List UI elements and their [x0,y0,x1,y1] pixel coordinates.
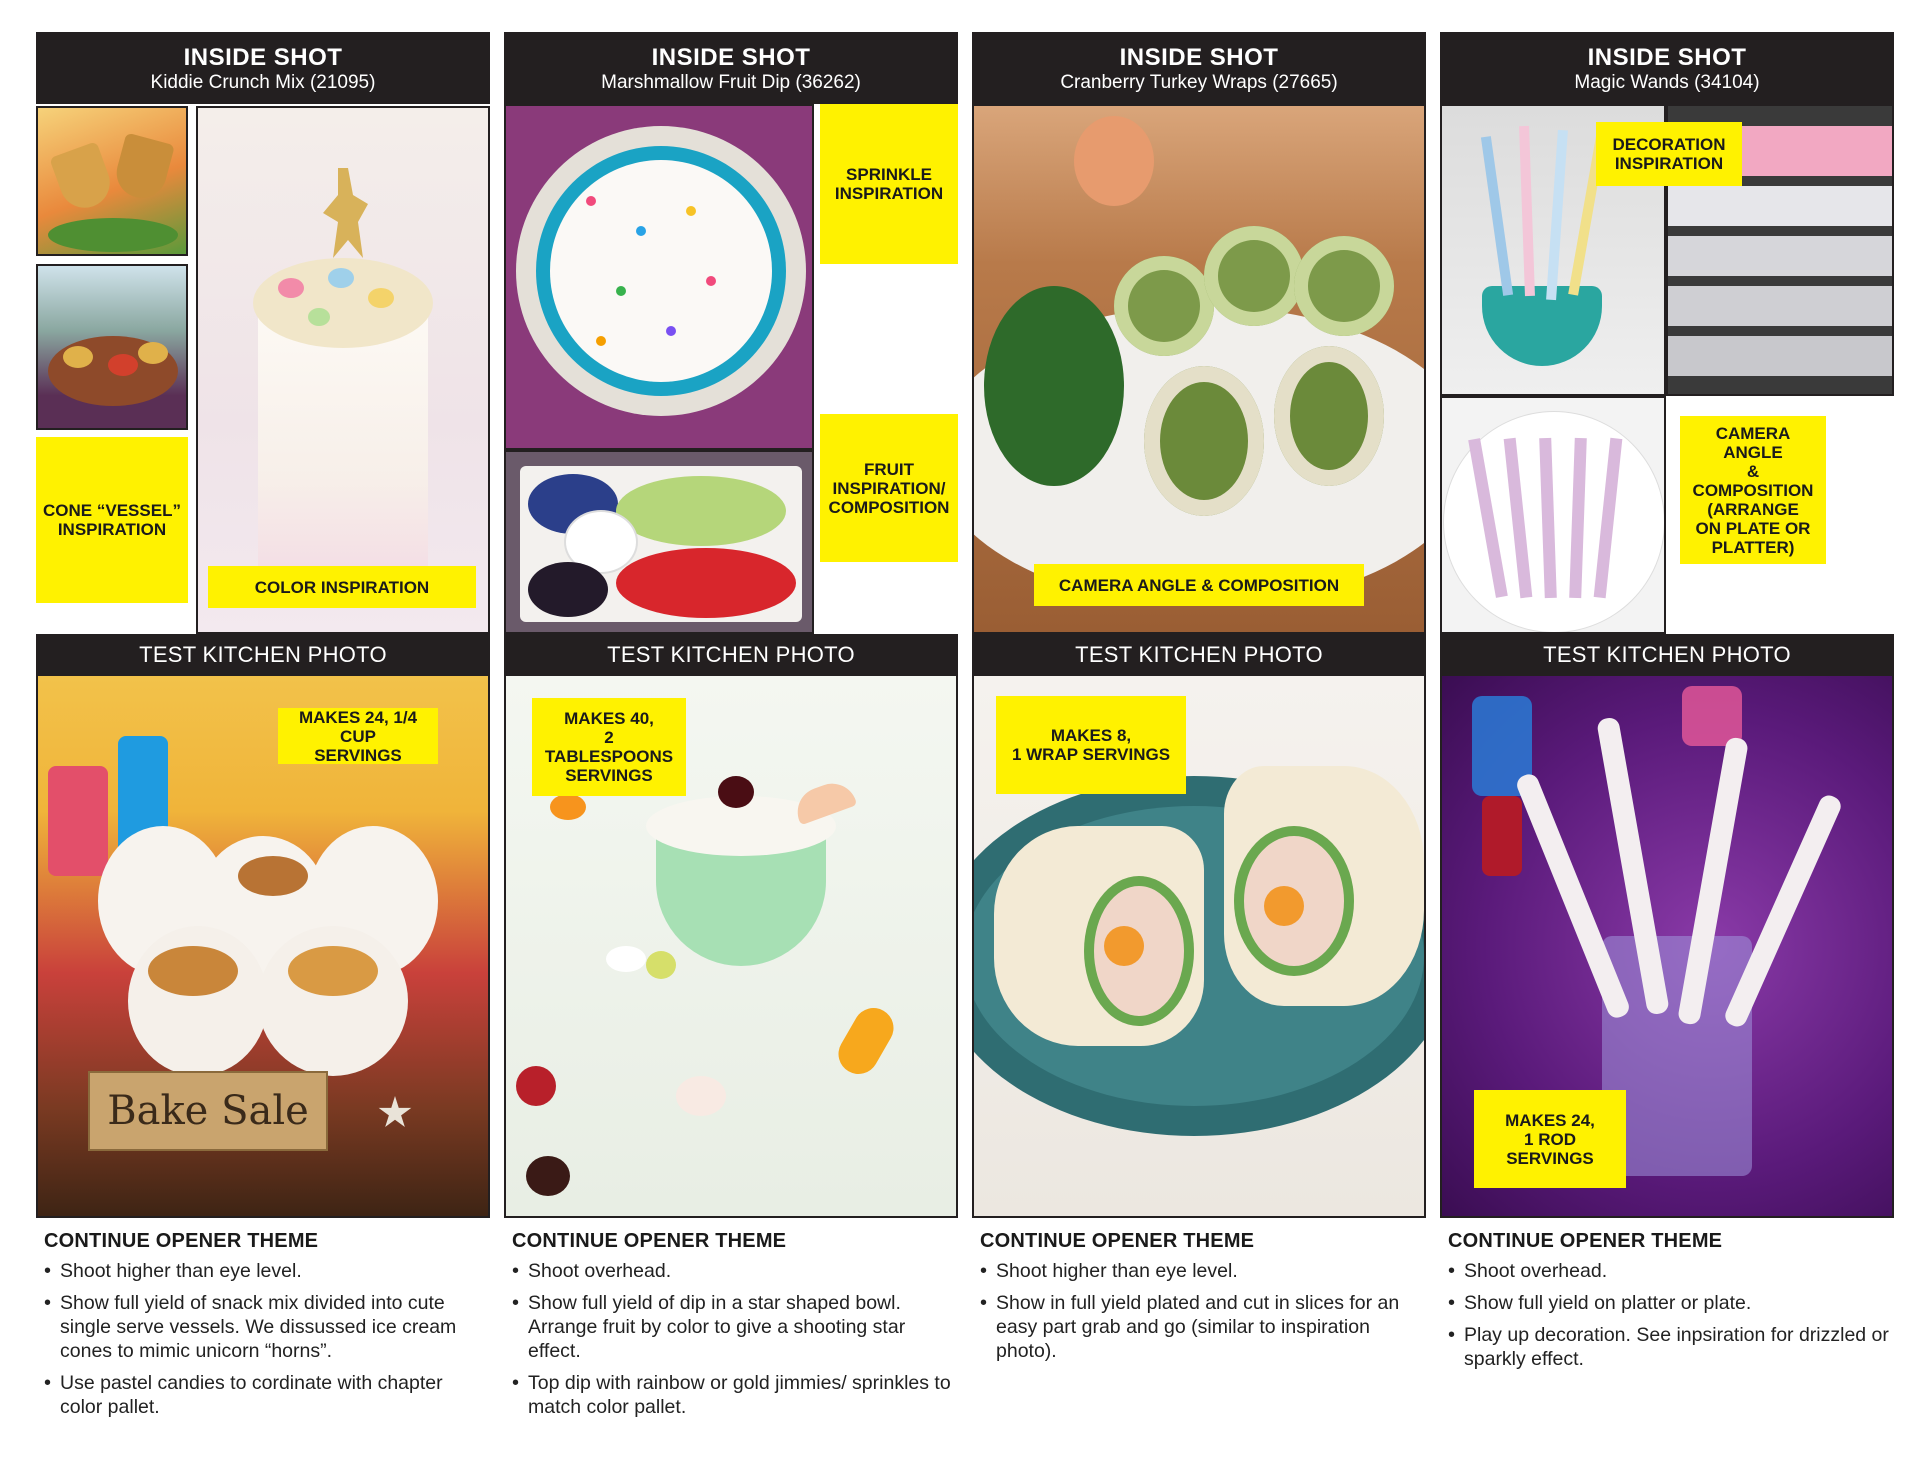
inspiration-photo-cones-small [36,106,188,256]
header-recipe-name: Kiddie Crunch Mix (21095) [150,72,376,93]
inside-shot-header [504,32,958,104]
shoot-notes [44,1230,488,1427]
test-kitchen-photo-snack-cones [36,676,490,1218]
header-title: INSIDE SHOT [183,44,343,71]
inspiration-photo-cones-platter [36,264,188,430]
inspiration-photo-unicorn-cup [196,106,490,634]
note-item: • Show full yield of dip in a star shaped bowl. Arrange fruit by color to give a shooting star effect. [512,1291,956,1363]
note-item: • Play up decoration. See inpsiration for drizzled or sparkly effect. [1448,1323,1892,1371]
note-item: • Show in full yield plated and cut in slices for an easy part grab and go (similar to inspiration photo). [980,1291,1424,1363]
inspiration-photo-pink-pretzel-plate [1440,396,1666,634]
inspiration-photo-fruit-platter [504,450,814,634]
bake-sale-sign [88,1071,328,1151]
shoot-notes [512,1230,956,1427]
bake-sale-sign-text: Bake Sale [107,1088,309,1134]
header-title: INSIDE SHOT [1119,44,1279,71]
label-yield: MAKES 40, 2 TABLESPOONS SERVINGS [532,698,686,796]
inspiration-photo-sprinkle-dip [504,104,814,450]
label-decoration-inspiration: DECORATION INSPIRATION [1596,122,1742,186]
label-sprinkle-inspiration: SPRINKLE INSPIRATION [820,104,958,264]
test-kitchen-photo-dip-bowl [504,676,958,1218]
test-kitchen-header: TEST KITCHEN PHOTO [36,634,490,676]
label-cone-vessel-inspiration: CONE “VESSEL” INSPIRATION [36,437,188,603]
test-kitchen-header: TEST KITCHEN PHOTO [1440,634,1894,676]
notes-title: CONTINUE OPENER THEME [980,1230,1255,1252]
notes-title: CONTINUE OPENER THEME [44,1230,319,1252]
header-recipe-name: Cranberry Turkey Wraps (27665) [1060,72,1338,93]
star-icon [378,1096,412,1130]
label-color-inspiration: COLOR INSPIRATION [208,566,476,608]
test-kitchen-header: TEST KITCHEN PHOTO [504,634,958,676]
shoot-notes [1448,1230,1892,1379]
header-title: INSIDE SHOT [651,44,811,71]
header-recipe-name: Magic Wands (34104) [1574,72,1760,93]
note-item: • Shoot higher than eye level. [980,1259,1424,1283]
test-kitchen-photo-turkey-wraps [972,676,1426,1218]
note-item: • Show full yield of snack mix divided into cute single serve vessels. We dissussed ice cream cones to mimic unicorn “horns”. [44,1291,488,1363]
notes-title: CONTINUE OPENER THEME [1448,1230,1723,1252]
label-camera-angle-composition: CAMERA ANGLE & COMPOSITION [1034,564,1364,606]
header-title: INSIDE SHOT [1587,44,1747,71]
note-item: • Top dip with rainbow or gold jimmies/ sprinkles to match color pallet. [512,1371,956,1419]
label-yield: MAKES 24, 1 ROD SERVINGS [1474,1090,1626,1188]
note-item: • Shoot overhead. [1448,1259,1892,1283]
label-yield: MAKES 24, 1/4 CUP SERVINGS [278,708,438,764]
inside-shot-header [972,32,1426,104]
note-item: • Use pastel candies to cordinate with chapter color pallet. [44,1371,488,1419]
label-yield: MAKES 8, 1 WRAP SERVINGS [996,696,1186,794]
notes-title: CONTINUE OPENER THEME [512,1230,787,1252]
note-item: • Shoot overhead. [512,1259,956,1283]
inside-shot-header [36,32,490,104]
inspiration-photo-pinwheel-wraps [972,104,1426,634]
inside-shot-header [1440,32,1894,104]
label-camera-angle-composition: CAMERA ANGLE & COMPOSITION (ARRANGE ON PLATE OR PLATTER) [1680,416,1826,564]
unicorn-topper-icon [318,168,368,258]
cherry-icon [718,776,754,808]
test-kitchen-header: TEST KITCHEN PHOTO [972,634,1426,676]
header-recipe-name: Marshmallow Fruit Dip (36262) [601,72,861,93]
label-fruit-inspiration-composition: FRUIT INSPIRATION/ COMPOSITION [820,414,958,562]
shoot-notes [980,1230,1424,1371]
test-kitchen-photo-magic-wands [1440,676,1894,1218]
note-item: • Shoot higher than eye level. [44,1259,488,1283]
note-item: • Show full yield on platter or plate. [1448,1291,1892,1315]
